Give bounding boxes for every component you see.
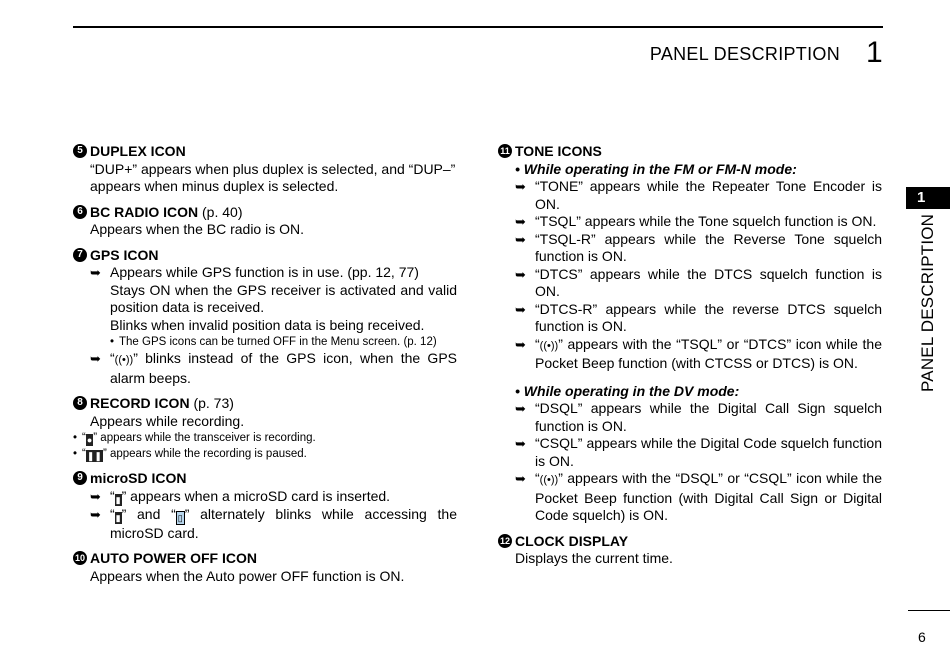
item-number: 12 <box>499 535 510 546</box>
arrow-icon: ➥ <box>90 351 101 366</box>
section-title: microSD ICON <box>90 470 187 486</box>
arrow-icon: ➥ <box>515 336 526 352</box>
section-tone-icons <box>498 143 882 525</box>
footer-rule <box>908 610 950 611</box>
arrow-icon: ➥ <box>515 401 526 416</box>
arrow-icon: ➥ <box>90 488 101 504</box>
section-title: TONE ICONS <box>515 143 602 159</box>
section-duplex-icon <box>73 143 457 196</box>
section-title: AUTO POWER OFF ICON <box>90 550 257 566</box>
arrow-icon: ➥ <box>515 301 526 317</box>
section-title: GPS ICON <box>90 246 159 263</box>
arrow-icon: ➥ <box>90 265 101 280</box>
page-header-title: PANEL DESCRIPTION <box>649 44 840 64</box>
arrow-item: ➥ Appears while GPS function is in use. (pp. 12, 77) Stays ON when the GPS receiver is activated and valid position data is received. Blinks when invalid position data is being received. • The GPS icons can be turned OFF in the Menu screen. (p. 12) <box>90 264 457 348</box>
arrow-item: ➥ “TONE” appears while the Repeater Tone Encoder is ON. <box>515 178 882 212</box>
left-column <box>73 143 457 585</box>
arrow-icon: ➥ <box>515 179 526 194</box>
pause-icon: ❚❚ <box>86 451 102 461</box>
microsd-icon: ▮ <box>115 512 121 523</box>
fm-mode-heading: • While operating in the FM or FM-N mode: <box>515 160 797 177</box>
gps-alarm-icon: ((•)) <box>114 354 134 366</box>
section-body: Appears while recording. <box>90 412 245 429</box>
dv-mode-heading: • While operating in the DV mode: <box>515 382 740 399</box>
item-number: 6 <box>73 205 87 219</box>
arrow-icon: ➥ <box>515 214 526 229</box>
arrow-item: ➥ “▮” appears when a microSD card is inserted. <box>90 487 391 505</box>
section-bc-radio-icon <box>73 204 457 239</box>
arrow-item: ➥ “TSQL” appears while the Tone squelch function is ON. <box>515 213 877 229</box>
section-clock-display <box>498 533 882 568</box>
record-icon: ● <box>86 435 93 445</box>
pause-bullet: • “❚❚” appears while the recording is paused. <box>73 448 307 461</box>
section-body: “DUP+” appears when plus duplex is selected, and “DUP–” appears when minus duplex is selected. <box>90 160 456 194</box>
section-title: BC RADIO ICON (p. 40) <box>90 203 243 220</box>
arrow-item: ➥ “DTCS-R” appears while the reverse DTCS squelch function is ON. <box>515 300 882 334</box>
pocket-beep-icon: ((•)) <box>539 474 559 486</box>
section-auto-power-off-icon <box>73 550 457 585</box>
item-number: 8 <box>73 396 87 410</box>
right-column <box>498 143 882 568</box>
section-body: Appears when the BC radio is ON. <box>90 221 304 237</box>
page-number: 6 <box>918 629 926 645</box>
section-title: DUPLEX ICON <box>90 143 186 159</box>
item-number: 11 <box>498 144 512 158</box>
header-rule <box>73 26 883 28</box>
arrow-icon: ➥ <box>90 506 101 522</box>
side-tab-number: 1 <box>917 189 926 206</box>
arrow-icon: ➥ <box>515 231 526 247</box>
arrow-item: ➥ “((•))” blinks instead of the GPS icon, when the GPS alarm beeps. <box>90 350 457 386</box>
page-reference: (p. 40) <box>198 203 243 220</box>
side-chapter-label: PANEL DESCRIPTION <box>918 213 937 392</box>
side-chapter-tab <box>906 187 950 209</box>
section-body: Displays the current time. <box>515 550 673 566</box>
note-bullet: • The GPS icons can be turned OFF in the Menu screen. (p. 12) <box>110 336 437 348</box>
microsd-icon: ▮ <box>115 494 121 505</box>
arrow-icon: ➥ <box>515 436 526 451</box>
item-number: 9 <box>73 471 87 485</box>
item-number: 5 <box>73 144 87 158</box>
section-gps-icon <box>73 247 457 388</box>
arrow-icon: ➥ <box>515 471 526 486</box>
section-record-icon <box>73 395 457 462</box>
arrow-item: ➥ “DTCS” appears while the DTCS squelch function is ON. <box>515 265 882 299</box>
arrow-icon: ➥ <box>515 266 526 282</box>
item-number: 7 <box>73 248 87 262</box>
item-number: 10 <box>74 553 85 563</box>
arrow-item: ➥ “▮” and “ ▯ ” alternately blinks while accessing the microSD card. <box>90 505 457 541</box>
microsd-access-icon: ▯ <box>177 512 183 523</box>
section-title: CLOCK DISPLAY <box>515 532 629 549</box>
section-body: Appears when the Auto power OFF function is ON. <box>90 567 405 584</box>
chapter-number: 1 <box>866 36 883 69</box>
arrow-item: ➥ “CSQL” appears while the Digital Code squelch function is ON. <box>515 435 882 469</box>
section-title: RECORD ICON (p. 73) <box>90 395 234 411</box>
arrow-item: ➥ “((•))” appears with the “TSQL” or “DTCS” icon while the Pocket Beep function (with CTCSS or DTCS) is ON. <box>515 335 882 371</box>
pocket-beep-icon: ((•)) <box>539 339 559 352</box>
section-microsd-icon <box>73 470 457 542</box>
arrow-item: ➥ “((•))” appears with the “DSQL” or “CSQL” icon while the Pocket Beep function (with Digital Call Sign or Digital Code squelch) is ON. <box>515 470 882 523</box>
arrow-item: ➥ “DSQL” appears while the Digital Call Sign squelch function is ON. <box>515 400 882 434</box>
page-reference: (p. 73) <box>189 395 234 411</box>
arrow-item: ➥ “TSQL-R” appears while the Reverse Tone squelch function is ON. <box>515 230 882 264</box>
record-bullet: • “●” appears while the transceiver is recording. <box>73 432 316 445</box>
